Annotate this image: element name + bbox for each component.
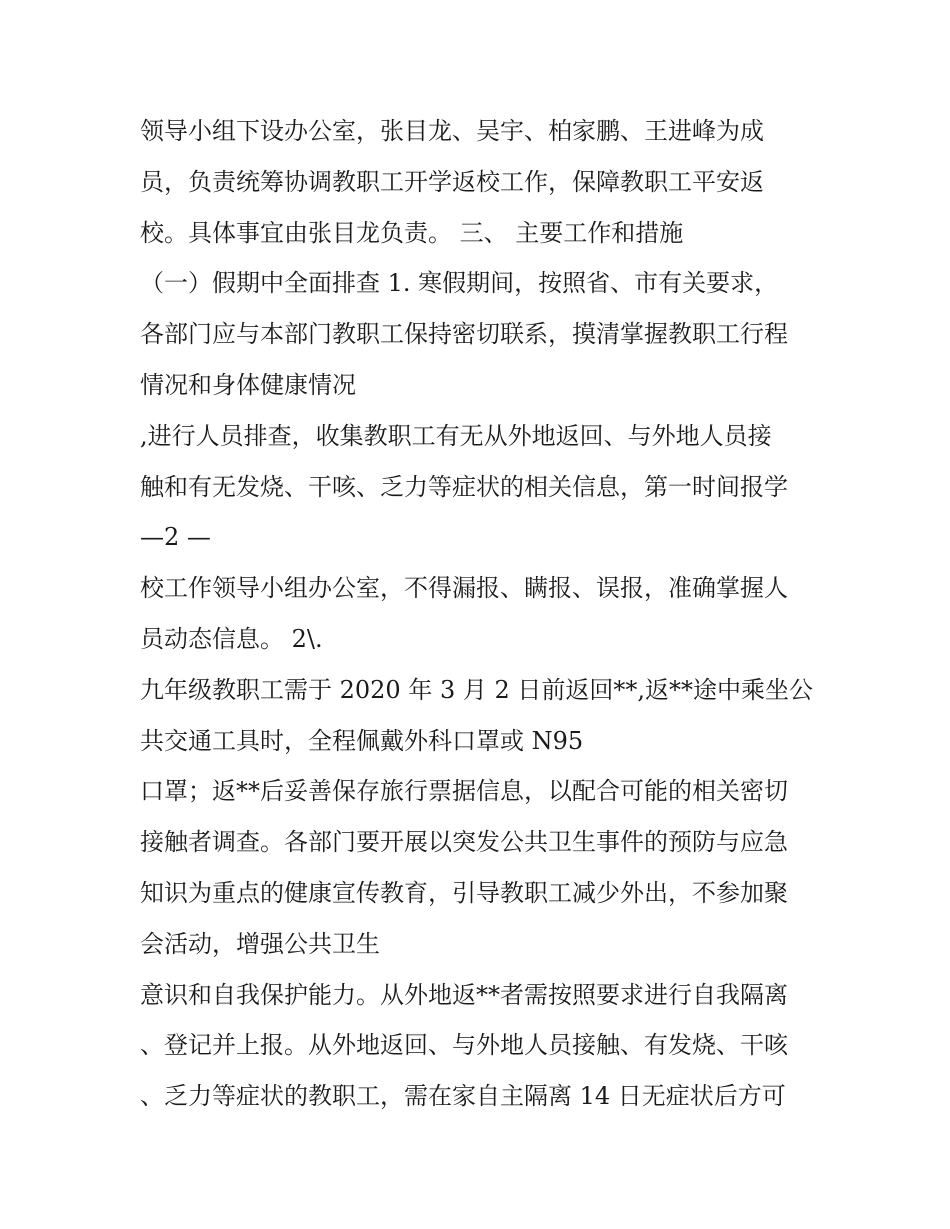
text-line: ,进行人员排查，收集教职工有无从外地返回、与外地人员接 (140, 421, 772, 450)
text-line: 知识为重点的健康宣传教育，引导教职工减少外出，不参加聚 (140, 878, 788, 907)
text-line: 校。具体事宜由张目龙负责。 三、 主要工作和措施 (140, 218, 684, 247)
text-line: 意识和自我保护能力。从外地返**者需按照要求进行自我隔离 (140, 980, 788, 1009)
text-line: 领导小组下设办公室，张目龙、吴宇、柏家鹏、王进峰为成 (140, 117, 764, 145)
text-line: 接触者调查。各部门要开展以突发公共卫生事件的预防与应急 (140, 828, 788, 857)
text-line: 校工作领导小组办公室，不得漏报、瞒报、误报，准确掌握人 (140, 574, 788, 603)
text-line: 口罩；返**后妥善保存旅行票据信息，以配合可能的相关密切 (140, 777, 788, 806)
page-number: —2 — (140, 523, 211, 552)
text-line: 九年级教职工需于 2020 年 3 月 2 日前返回**,返**途中乘坐公 (140, 675, 814, 704)
text-line: 员动态信息。 2\. (140, 624, 323, 653)
text-line: 、乏力等症状的教职工，需在家自主隔离 14 日无症状后方可 (140, 1082, 786, 1111)
text-line: 各部门应与本部门教职工保持密切联系，摸清掌握教职工行程 (140, 320, 788, 349)
text-line: 情况和身体健康情况 (140, 370, 356, 399)
text-line: 、登记并上报。从外地返回、与外地人员接触、有发烧、干咳 (140, 1031, 788, 1060)
document-body (140, 106, 830, 1122)
text-line: （一）假期中全面排查 1. 寒假期间，按照省、市有关要求， (140, 269, 779, 298)
text-line: 共交通工具时，全程佩戴外科口罩或 N95 (140, 726, 584, 755)
text-line: 触和有无发烧、干咳、乏力等症状的相关信息，第一时间报学 (140, 472, 788, 501)
text-line: 会活动，增强公共卫生 (140, 929, 380, 958)
text-line: 员，负责统筹协调教职工开学返校工作，保障教职工平安返 (140, 167, 764, 196)
